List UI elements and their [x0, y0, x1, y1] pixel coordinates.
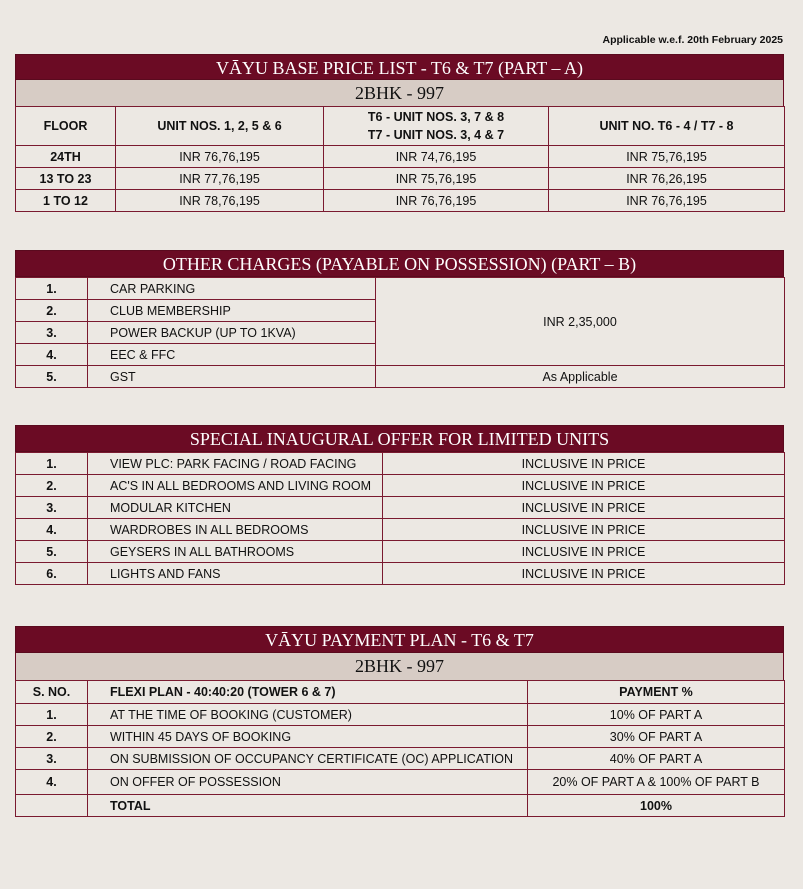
table-row: [16, 704, 785, 726]
payment-value: 30% OF PART A: [528, 726, 785, 748]
row-number: 5.: [16, 366, 88, 388]
table-row: [16, 475, 785, 497]
offer-item: VIEW PLC: PARK FACING / ROAD FACING: [88, 453, 383, 475]
payment-value: 10% OF PART A: [528, 704, 785, 726]
row-number: 2.: [16, 475, 88, 497]
combined-charge-value: INR 2,35,000: [376, 278, 785, 366]
price-cell: INR 78,76,195: [116, 190, 324, 212]
row-number: 1.: [16, 704, 88, 726]
table-row: [16, 748, 785, 770]
col2-header: [324, 107, 549, 146]
row-number: 1.: [16, 278, 88, 300]
charge-item: POWER BACKUP (UP TO 1KVA): [88, 322, 376, 344]
row-number: 4.: [16, 519, 88, 541]
payment-subtitle: 2BHK - 997: [15, 653, 784, 680]
offer-value: INCLUSIVE IN PRICE: [383, 541, 785, 563]
row-number: 6.: [16, 563, 88, 585]
price-cell: INR 75,76,195: [549, 146, 785, 168]
total-row: [16, 795, 785, 817]
payment-value: 20% OF PART A & 100% OF PART B: [528, 770, 785, 795]
floor-cell: 24TH: [16, 146, 116, 168]
offer-item: GEYSERS IN ALL BATHROOMS: [88, 541, 383, 563]
offer-item: LIGHTS AND FANS: [88, 563, 383, 585]
base-price-section: [15, 54, 784, 212]
total-blank: [16, 795, 88, 817]
base-price-subtitle: 2BHK - 997: [15, 80, 784, 106]
applicable-date: Applicable w.e.f. 20th February 2025: [602, 34, 783, 46]
offer-table: [15, 452, 785, 585]
table-header-row: [16, 107, 785, 146]
table-row: [16, 146, 785, 168]
col2-header-line2: T7 - UNIT NOS. 3, 4 & 7: [367, 128, 505, 142]
table-row: [16, 497, 785, 519]
total-label: TOTAL: [88, 795, 528, 817]
charge-item: CAR PARKING: [88, 278, 376, 300]
offer-value: INCLUSIVE IN PRICE: [383, 563, 785, 585]
col2-header-line1: T6 - UNIT NOS. 3, 7 & 8: [367, 110, 505, 124]
charge-item: EEC & FFC: [88, 344, 376, 366]
offer-value: INCLUSIVE IN PRICE: [383, 519, 785, 541]
offer-value: INCLUSIVE IN PRICE: [383, 497, 785, 519]
payment-section: [15, 626, 784, 817]
payment-table: [15, 680, 785, 817]
other-charges-title: OTHER CHARGES (PAYABLE ON POSSESSION) (PART – B): [15, 250, 784, 277]
price-cell: INR 74,76,195: [324, 146, 549, 168]
total-value: 100%: [528, 795, 785, 817]
other-charges-table: [15, 277, 785, 388]
offer-section: [15, 425, 784, 585]
floor-cell: 13 TO 23: [16, 168, 116, 190]
table-header-row: [16, 681, 785, 704]
price-cell: INR 76,76,195: [324, 190, 549, 212]
base-price-table: [15, 106, 785, 212]
price-cell: INR 76,76,195: [116, 146, 324, 168]
table-row: [16, 168, 785, 190]
payment-value: 40% OF PART A: [528, 748, 785, 770]
payment-title: VĀYU PAYMENT PLAN - T6 & T7: [15, 626, 784, 653]
row-number: 4.: [16, 344, 88, 366]
offer-title: SPECIAL INAUGURAL OFFER FOR LIMITED UNITS: [15, 425, 784, 452]
col1-header: UNIT NOS. 1, 2, 5 & 6: [116, 107, 324, 146]
offer-value: INCLUSIVE IN PRICE: [383, 475, 785, 497]
sno-header: S. NO.: [16, 681, 88, 704]
row-number: 3.: [16, 497, 88, 519]
table-row: [16, 366, 785, 388]
price-cell: INR 76,76,195: [549, 190, 785, 212]
gst-value: As Applicable: [376, 366, 785, 388]
charge-item: GST: [88, 366, 376, 388]
plan-header: FLEXI PLAN - 40:40:20 (TOWER 6 & 7): [88, 681, 528, 704]
table-row: [16, 190, 785, 212]
price-cell: INR 77,76,195: [116, 168, 324, 190]
offer-value: INCLUSIVE IN PRICE: [383, 453, 785, 475]
table-row: [16, 541, 785, 563]
other-charges-section: [15, 250, 784, 388]
row-number: 2.: [16, 300, 88, 322]
row-number: 3.: [16, 322, 88, 344]
table-row: [16, 278, 785, 300]
floor-cell: 1 TO 12: [16, 190, 116, 212]
table-row: [16, 453, 785, 475]
payment-stage: ON OFFER OF POSSESSION: [88, 770, 528, 795]
offer-item: MODULAR KITCHEN: [88, 497, 383, 519]
offer-item: AC'S IN ALL BEDROOMS AND LIVING ROOM: [88, 475, 383, 497]
table-row: [16, 519, 785, 541]
row-number: 3.: [16, 748, 88, 770]
payment-stage: AT THE TIME OF BOOKING (CUSTOMER): [88, 704, 528, 726]
floor-header: FLOOR: [16, 107, 116, 146]
row-number: 2.: [16, 726, 88, 748]
table-row: [16, 770, 785, 795]
payment-stage: ON SUBMISSION OF OCCUPANCY CERTIFICATE (OC) APPLICATION: [88, 748, 528, 770]
row-number: 4.: [16, 770, 88, 795]
price-cell: INR 76,26,195: [549, 168, 785, 190]
table-row: [16, 563, 785, 585]
col3-header: UNIT NO. T6 - 4 / T7 - 8: [549, 107, 785, 146]
price-cell: INR 75,76,195: [324, 168, 549, 190]
table-row: [16, 726, 785, 748]
row-number: 5.: [16, 541, 88, 563]
payment-stage: WITHIN 45 DAYS OF BOOKING: [88, 726, 528, 748]
charge-item: CLUB MEMBERSHIP: [88, 300, 376, 322]
base-price-title: VĀYU BASE PRICE LIST - T6 & T7 (PART – A): [15, 54, 784, 80]
offer-item: WARDROBES IN ALL BEDROOMS: [88, 519, 383, 541]
payment-pct-header: PAYMENT %: [528, 681, 785, 704]
row-number: 1.: [16, 453, 88, 475]
